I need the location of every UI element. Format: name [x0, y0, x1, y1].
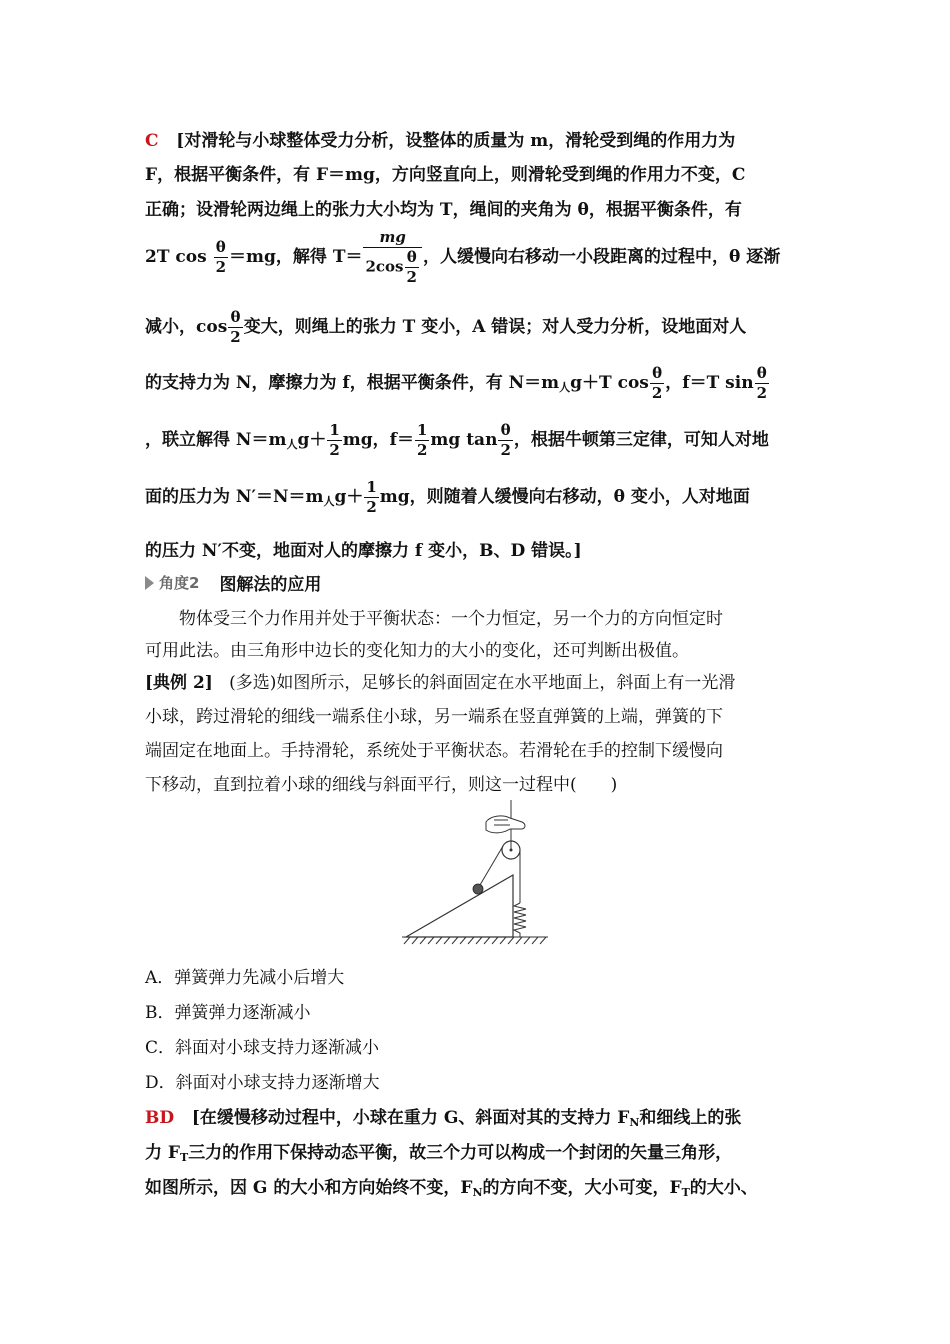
option-c: C．斜面对小球支持力逐渐减小 — [145, 1038, 380, 1058]
ball — [473, 884, 483, 894]
answer2-line1: BD [在缓慢移动过程中，小球在重力 G、斜面对其的支持力 $F_N$和细线上的张 — [145, 1108, 742, 1129]
spring — [514, 903, 526, 937]
answer2-letters: BD — [145, 1108, 175, 1128]
fraction-theta-over-2: $\frac{\theta}{2}$ — [500, 421, 511, 459]
hand-icon — [486, 816, 525, 833]
section-intro-line1: 物体受三个力作用并处于平衡状态：一个力恒定，另一个力的方向恒定时 — [179, 609, 723, 629]
fraction-theta-over-2: $\frac{\theta}{2}$ — [215, 238, 227, 276]
answer1-line4: 2T cos $\frac{\theta}{2}$ ＝mg，解得 T＝ mg 2cos $\frac{\theta}{2}$ ，人缓慢向右移动一小段距离的过程中，θ 逐渐 — [145, 228, 781, 286]
ground-hatch — [402, 937, 548, 944]
answer2-line2: 力 $F_T$三力的作用下保持动态平衡，故三个力可以构成一个封闭的矢量三角形， — [145, 1143, 733, 1164]
answer1-line7: ，联立解得 $N=m_人g+$ $\frac{1}{2}$ mg，f＝ $\frac{1}{2}$ mg tan $\frac{\theta}{2}$ ，根据牛顿第三定律，可知人对地 — [145, 421, 769, 459]
fraction-one-half: $\frac{1}{2}$ — [416, 421, 428, 459]
answer1-line9: 的压力 N′不变，地面对人的摩擦力 f 变小，B、D 错误。] — [145, 541, 582, 561]
answer1-letter: C — [145, 131, 159, 151]
option-d: D．斜面对小球支持力逐渐增大 — [145, 1073, 380, 1093]
triangle-marker-icon — [145, 576, 154, 590]
section-title: 图解法的应用 — [219, 575, 322, 595]
example-tag: [典例 2] — [145, 673, 213, 693]
answer1-line6: 的支持力为 N，摩擦力为 f，根据平衡条件，有 $N=m_人g+T$ cos $\frac{\theta}{2}$ ，f＝T sin $\frac{\theta}{2}$ — [145, 364, 768, 402]
answer1-line8: 面的压力为 $N'=N=m_人g+$ $\frac{1}{2}$ mg，则随着人缓慢向右移动，θ 变小，人对地面 — [145, 478, 750, 516]
example-line2: 小球，跨过滑轮的细线一端系住小球，另一端系在竖直弹簧的上端，弹簧的下 — [145, 707, 723, 727]
fraction-one-half: $\frac{1}{2}$ — [329, 421, 340, 459]
example-line4: 下移动，直到拉着小球的细线与斜面平行，则这一过程中( ) — [145, 775, 618, 795]
option-a: A．弹簧弹力先减小后增大 — [145, 968, 345, 988]
incline — [406, 875, 513, 937]
answer1-line3: 正确；设滑轮两边绳上的张力大小均为 T，绳间的夹角为 θ，根据平衡条件，有 — [145, 200, 742, 220]
example-line1: [典例 2] (多选)如图所示，足够长的斜面固定在水平地面上，斜面上有一光滑 — [145, 673, 736, 693]
fraction-theta-over-2: $\frac{\theta}{2}$ — [651, 364, 663, 402]
option-b: B．弹簧弹力逐渐减小 — [145, 1003, 311, 1023]
section-label: 角度2 — [159, 574, 200, 592]
string-to-ball — [480, 846, 503, 885]
section-intro-line2: 可用此法。由三角形中边长的变化知力的大小的变化，还可判断出极值。 — [145, 641, 689, 661]
answer1-line2: F，根据平衡条件，有 F＝mg，方向竖直向上，则滑轮受到绳的作用力不变，C — [145, 165, 746, 185]
fraction-one-half: $\frac{1}{2}$ — [366, 478, 377, 516]
answer1-line1: C [对滑轮与小球整体受力分析，设整体的质量为 m，滑轮受到绳的作用力为 — [145, 131, 736, 151]
fraction-mg-over-2cos: mg 2cos $\frac{\theta}{2}$ — [363, 230, 421, 285]
example-line3: 端固定在地面上。手持滑轮，系统处于平衡状态。若滑轮在手的控制下缓慢向 — [145, 741, 723, 761]
fraction-theta-over-2: $\frac{\theta}{2}$ — [230, 308, 241, 346]
incline-pulley-spring-figure — [398, 800, 550, 946]
answer1-line5: 减小，cos $\frac{\theta}{2}$ 变大，则绳上的张力 T 变小，A 错误；对人受力分析，设地面对人 — [145, 308, 747, 346]
answer2-line3: 如图所示，因 G 的大小和方向始终不变，$F_N$的方向不变，大小可变，$F_T$的大小、 — [145, 1178, 758, 1199]
fraction-theta-over-2: $\frac{\theta}{2}$ — [756, 364, 768, 402]
